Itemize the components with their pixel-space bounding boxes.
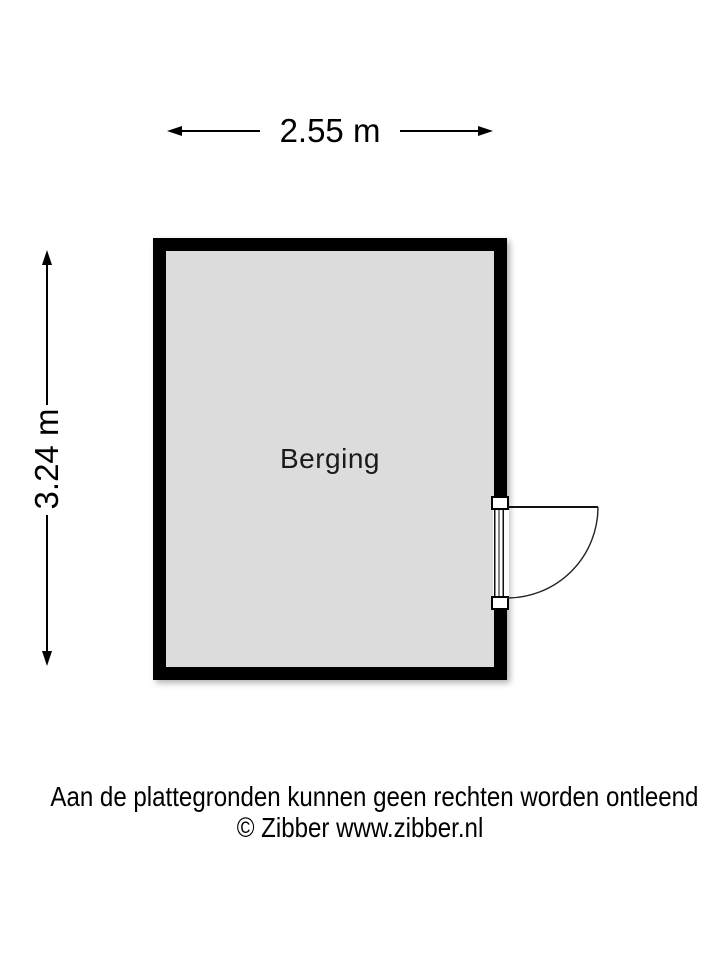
arrowhead-left-icon	[167, 126, 182, 136]
dimension-height-label: 3.24 m	[28, 408, 65, 510]
dimension-width	[167, 111, 493, 151]
room-berging	[153, 238, 507, 680]
door-swing-icon	[503, 503, 613, 613]
arrowhead-right-icon	[478, 126, 493, 136]
room-label: Berging	[279, 443, 380, 474]
arrowhead-down-icon	[42, 651, 52, 666]
footer-disclaimer: Aan de plattegronden kunnen geen rechten worden ontleend	[50, 781, 699, 812]
dimension-line	[182, 130, 260, 132]
footer	[0, 781, 720, 843]
dimension-line	[46, 263, 48, 405]
dimension-width-label: 2.55 m	[279, 112, 381, 149]
dimension-line	[46, 515, 48, 651]
dimension-line	[400, 130, 478, 132]
footer-credit: © Zibber www.zibber.nl	[236, 812, 484, 843]
room-interior	[166, 251, 494, 667]
